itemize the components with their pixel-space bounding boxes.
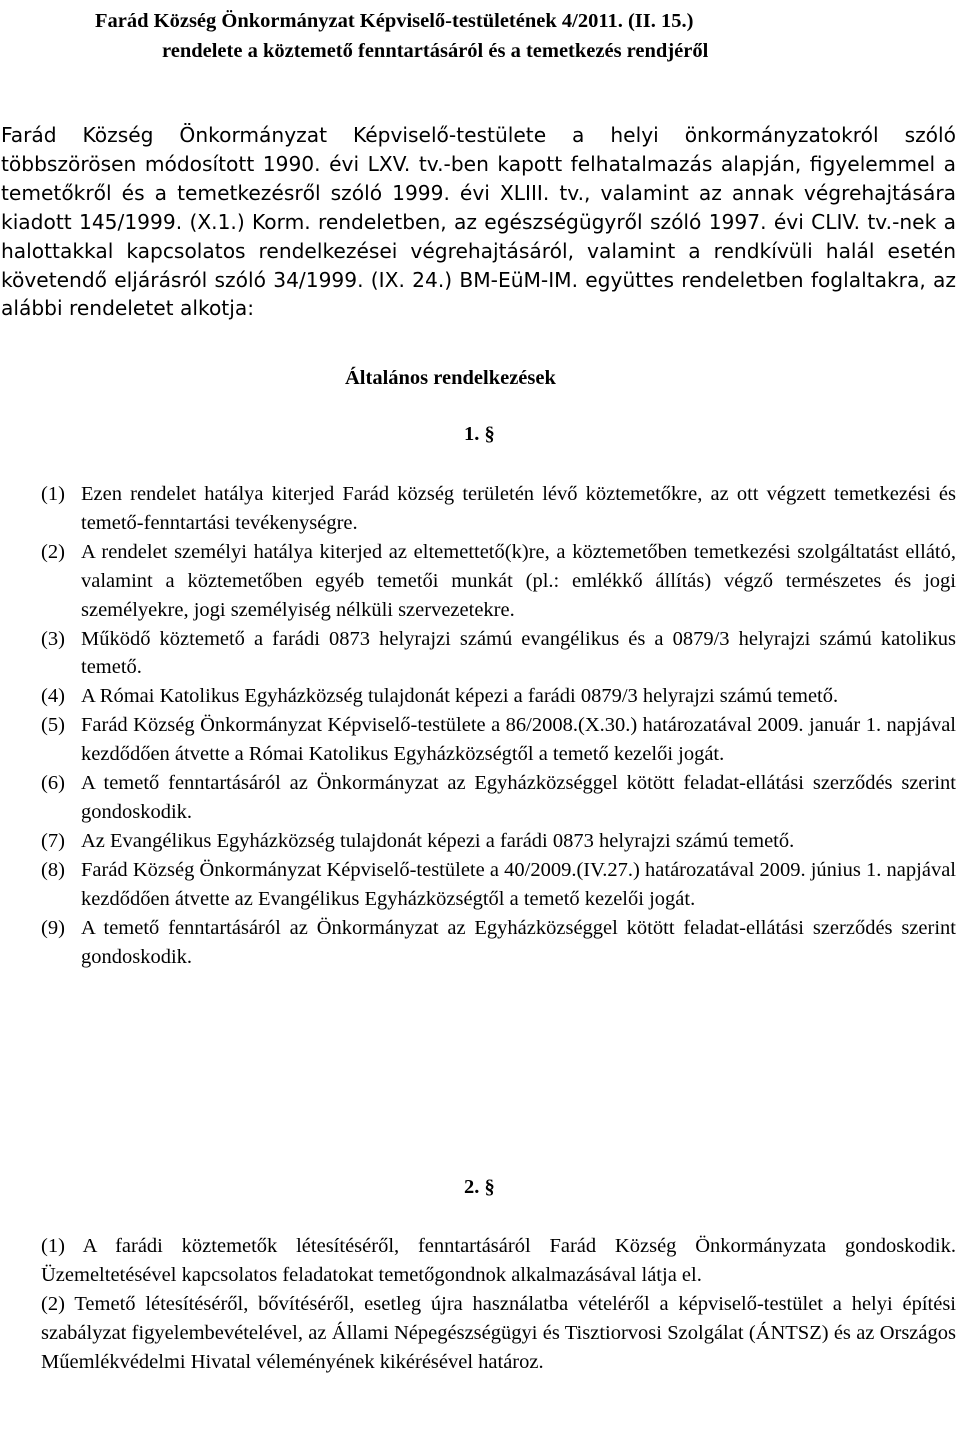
paragraph-text: Működő köztemető a farádi 0873 helyrajzi számú evangélikus és a 0879/3 helyrajzi számú katolikus temető.	[81, 627, 956, 679]
paragraph-text: Farád Község Önkormányzat Képviselő-testülete a 86/2008.(X.30.) határozatával 2009. január 1. napjával kezdődően átvette a Római Katolikus Egyházközségtől a temető kezelői jogát.	[81, 714, 956, 766]
paragraph-number: (4)	[41, 685, 65, 708]
paragraph-number: (8)	[41, 858, 65, 881]
paragraph-1-5	[41, 711, 956, 769]
paragraph-1-4	[41, 682, 956, 711]
paragraph-number: (7)	[41, 829, 65, 852]
paragraph-2-2: (2) Temető létesítéséről, bővítéséről, esetleg újra használatba vételéről a képviselő-testület a helyi építési szabályzat figyelembevételével, az Állami Népegészségügyi és Tisztiorvosi Szolgálat (ÁNTSZ) és az Országos Műemlékvédelmi Hivatal véleményének kikérésével határoz.	[41, 1292, 956, 1373]
paragraph-1-8	[41, 856, 956, 914]
paragraph-2-1: (1) A farádi köztemetők létesítéséről, fenntartásáról Farád Község Önkormányzata gondoskodik. Üzemeltetésével kapcsolatos feladatokat temetőgondnok alkalmazásával látja el.	[41, 1235, 956, 1286]
paragraph-text: A temető fenntartásáról az Önkormányzat az Egyházközséggel kötött feladat-ellátási szerződés szerint gondoskodik.	[81, 916, 956, 968]
paragraph-1-7	[41, 827, 956, 856]
paragraph-1-1	[41, 480, 956, 538]
preamble-paragraph: Farád Község Önkormányzat Képviselő-testülete a helyi önkormányzatokról szóló többszörösen módosított 1990. évi LXV. tv.-ben kapott felhatalmazás alapján, figyelemmel a temetőkről és a temetkezésről szóló 1999. évi XLIII. tv., valamint az annak végrehajtására kiadott 145/1999. (X.1.) Korm. rendeletben, az egészségügyről szóló 1997. évi CLIV. tv.-nek a halottakkal kapcsolatos rendelkezései végrehajtásáról, valamint a rendkívüli halál esetén követendő eljárásról szóló 34/1999. (IX. 24.) BM-EüM-IM. együttes rendeletben foglaltakra, az alábbi rendeletet alkotja:	[1, 123, 956, 321]
paragraph-number: (6)	[41, 772, 65, 795]
paragraph-1-2	[41, 538, 956, 625]
paragraph-number: (2)	[41, 540, 65, 563]
title-line-2: rendelete a köztemető fenntartásáról és a temetkezés rendjéről	[162, 40, 709, 62]
paragraph-text: A temető fenntartásáról az Önkormányzat az Egyházközséggel kötött feladat-ellátási szerződés szerint gondoskodik.	[81, 772, 956, 823]
section-2-paragraphs	[41, 1232, 956, 1377]
section-heading-general: Általános rendelkezések	[345, 367, 556, 389]
paragraph-1-9	[41, 914, 956, 972]
paragraph-text: Ezen rendelet hatálya kiterjed Farád község területén lévő köztemetőkre, az ott végzett temetkezési és temető-fenntartási tevékenységre.	[81, 483, 956, 534]
paragraph-1-6	[41, 769, 956, 827]
paragraph-number: (5)	[41, 714, 65, 737]
title-line-1: Farád Község Önkormányzat Képviselő-testületének 4/2011. (II. 15.)	[95, 10, 694, 32]
paragraph-number: (3)	[41, 627, 65, 650]
paragraph-number: (9)	[41, 916, 65, 939]
paragraph-text: Farád Község Önkormányzat Képviselő-testülete a 40/2009.(IV.27.) határozatával 2009. június 1. napjával kezdődően átvette az Evangélikus Egyházközségtől a temető kezelői jogát.	[81, 858, 956, 910]
paragraph-text: A rendelet személyi hatálya kiterjed az eltemettető(k)re, a köztemetőben temetkezési szolgáltatást ellátó, valamint a köztemetőben egyéb temetői munkát (pl.: emlékkő állítás) végző természetes és jogi személyekre, jogi személyiség nélküli szervezetekre.	[81, 540, 956, 621]
section-1-heading: 1. §	[464, 423, 495, 445]
paragraph-text: Az Evangélikus Egyházközség tulajdonát képezi a farádi 0873 helyrajzi számú temető.	[81, 829, 795, 852]
paragraph-text: A Római Katolikus Egyházközség tulajdonát képezi a farádi 0879/3 helyrajzi számú temető.	[81, 685, 839, 708]
paragraph-1-3	[41, 625, 956, 683]
section-1-paragraphs	[41, 480, 956, 971]
section-2-heading: 2. §	[464, 1176, 495, 1198]
document-title	[95, 6, 895, 66]
paragraph-number: (1)	[41, 483, 65, 505]
